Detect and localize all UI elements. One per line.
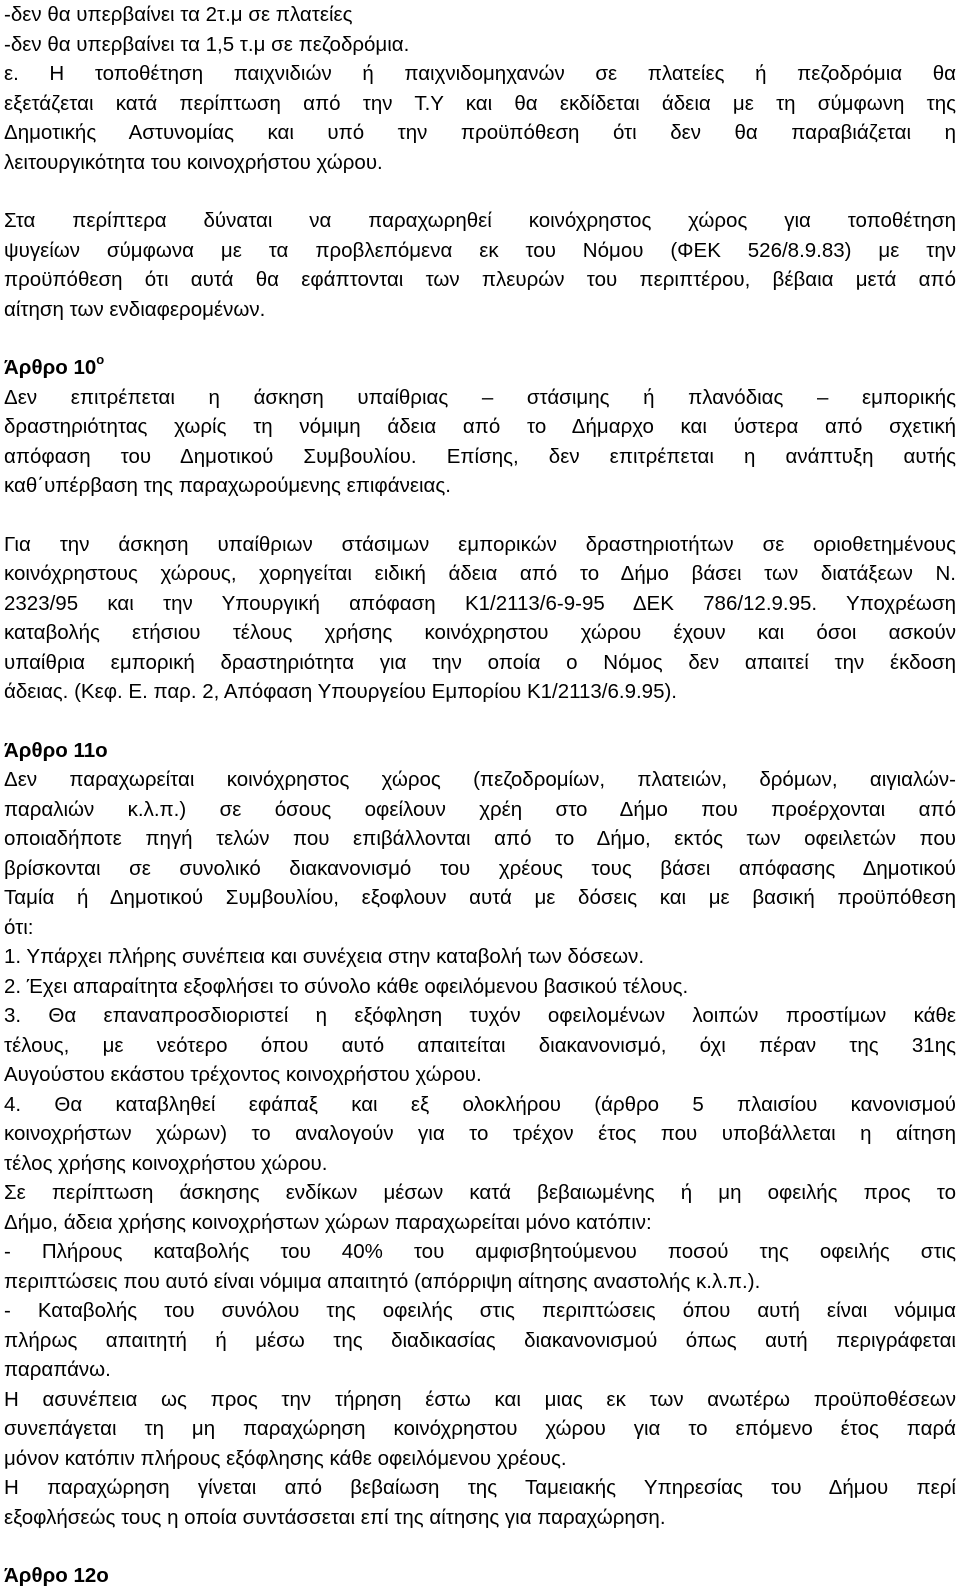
text-line: 2323/95 και την Υπουργική απόφαση Κ1/2113/6-9-95 ΔΕΚ 786/12.9.95. Υποχρέωση [4, 591, 956, 615]
text-line: υπαίθρια εμπορική δραστηριότητα για την οποία ο Νόμος δεν απαιτεί την έκδοση [4, 650, 956, 674]
text-line: -δεν θα υπερβαίνει τα 1,5 τ.μ σε πεζοδρόμια. [4, 32, 410, 56]
text-line: εξοφλήσεώς τους η οποία συντάσσεται επί της αίτησης για παραχώρηση. [4, 1505, 666, 1529]
text-line: άδειας. (Κεφ. Ε. παρ. 2, Απόφαση Υπουργείου Εμπορίου Κ1/2113/6.9.95). [4, 680, 678, 703]
article-10-heading-text: Άρθρο 10 [4, 356, 97, 379]
text-line: απόφαση του Δημοτικού Συμβουλίου. Επίσης, δεν επιτρέπεται η ανάπτυξη αυτής [4, 444, 956, 468]
text-line: συνεπάγεται τη μη παραχώρηση κοινόχρηστου χώρου για το επόμενο έτος παρά [4, 1417, 956, 1440]
list-item-2 [4, 972, 956, 1002]
text-line: 2. Έχει απαραίτητα εξοφλήσει το σύνολο κάθε οφειλόμενου βασικού τέλους. [4, 974, 689, 998]
text-line: Σε περίπτωση άσκησης ενδίκων μέσων κατά βεβαιωμένης ή μη οφειλής προς το [4, 1181, 956, 1204]
text-line: οποιαδήποτε πηγή τελών που επιβάλλονται από το Δήμο, εκτός των οφειλετών που [4, 827, 956, 850]
list-item-1 [4, 942, 956, 972]
text-line: Δήμο, άδεια χρήσης κοινοχρήστων χώρων παραχωρείται μόνο κατόπιν: [4, 1210, 652, 1234]
article-11-paragraph [4, 765, 956, 942]
text-line: βρίσκονται σε συνολικό διακανονισμό του χρέους τους βάσει απόφασης Δημοτικού [4, 856, 956, 880]
text-line: λειτουργικότητα του κοινοχρήστου χώρου. [4, 150, 383, 174]
paragraph-gap [4, 707, 956, 736]
text-line: δραστηριότητας χωρίς τη νόμιμη άδεια από το Δήμαρχο και ύστερα από σχετική [4, 415, 956, 438]
intro-block [4, 0, 956, 59]
text-line: περιπτώσεις που αυτό είναι νόμιμα απαιτητό (απόρριψη αίτησης αναστολής κ.λ.π.). [4, 1269, 761, 1293]
article-10-heading [4, 353, 956, 383]
text-line: αίτηση των ενδιαφερομένων. [4, 297, 266, 321]
text-line: τέλους, με νεότερο όπου αυτό απαιτείται διακανονισμό, όχι πέραν της 31ης [4, 1033, 956, 1057]
article-12-heading: Άρθρο 12ο [4, 1564, 109, 1587]
text-line: Για την άσκηση υπαίθριων στάσιμων εμπορικών δραστηριοτήτων σε οριοθετημένους [4, 532, 956, 556]
text-line: - Πλήρους καταβολής του 40% του αμφισβητούμενου ποσού της οφειλής στις [4, 1240, 956, 1263]
text-line: παραλιών κ.λ.π.) σε όσους οφείλουν χρέη στο Δήμο που προέρχονται από [4, 797, 956, 821]
text-line: Αυγούστου εκάστου τρέχοντος κοινοχρήστου χώρου. [4, 1063, 482, 1086]
paragraph-parachorisi [4, 1473, 956, 1532]
paragraph-gap [4, 177, 956, 206]
text-line: κοινοχρήστων χώρων) το αναλογούν για το τρέχον έτος που υποβάλλεται η αίτηση [4, 1122, 956, 1145]
text-line: 3. Θα επαναπροσδιοριστεί η εξόφληση τυχόν οφειλομένων λοιπών προστίμων κάθε [4, 1004, 956, 1027]
text-line: κοινόχρηστους χώρους, χορηγείται ειδική άδεια από το Δήμο βάσει των διατάξεων Ν. [4, 562, 956, 585]
article-10-paragraph-1 [4, 383, 956, 501]
text-line: μόνον κατόπιν πλήρους εξόφλησης κάθε οφειλόμενου χρέους. [4, 1446, 567, 1470]
text-line: -δεν θα υπερβαίνει τα 2τ.μ σε πλατείες [4, 3, 353, 26]
dash-item-1 [4, 1237, 956, 1296]
text-line: ότι: [4, 915, 34, 939]
text-line: ψυγείων σύμφωνα με τα προβλεπόμενα εκ του Νόμου (ΦΕΚ 526/8.9.83) με την [4, 238, 956, 262]
paragraph-endikon [4, 1178, 956, 1237]
paragraph-gap [4, 1532, 956, 1561]
text-line: Ταμία ή Δημοτικού Συμβουλίου, εξοφλουν αυτά με δόσεις και με βασική προϋπόθεση [4, 886, 956, 909]
paragraph-gap [4, 501, 956, 530]
text-line: πλήρως απαιτητή ή μέσω της διαδικασίας διακανονισμού όπως αυτή περιγράφεται [4, 1328, 956, 1352]
text-line: - Καταβολής του συνόλου της οφειλής στις περιπτώσεις όπου αυτή είναι νόμιμα [4, 1299, 956, 1322]
paragraph-asynepeia [4, 1385, 956, 1474]
text-line: 4. Θα καταβληθεί εφάπαξ και εξ ολοκλήρου (άρθρο 5 πλαισίου κανονισμού [4, 1092, 956, 1116]
paragraph-gap [4, 324, 956, 353]
list-item-3 [4, 1001, 956, 1090]
list-item-4 [4, 1090, 956, 1179]
text-line: Η παραχώρηση γίνεται από βεβαίωση της Ταμειακής Υπηρεσίας του Δήμου περί [4, 1476, 956, 1499]
text-line: Στα περίπτερα δύναται να παραχωρηθεί κοινόχρηστος χώρος για τοποθέτηση [4, 209, 956, 232]
text-line: Δημοτικής Αστυνομίας και υπό την προϋπόθεση ότι δεν θα παραβιάζεται η [4, 121, 956, 144]
text-line: παραπάνω. [4, 1358, 111, 1381]
article-11-heading: Άρθρο 11ο [4, 738, 108, 762]
text-line: Η ασυνέπεια ως προς την τήρηση έστω και μιας εκ των ανωτέρω προϋποθέσεων [4, 1387, 956, 1411]
text-line: Δεν επιτρέπεται η άσκηση υπαίθριας – στάσιμης ή πλανόδιας – εμπορικής [4, 385, 956, 409]
text-line: καταβολής ετήσιου τέλους χρήσης κοινόχρηστου χώρου έχουν και όσοι ασκούν [4, 621, 956, 644]
text-line: εξετάζεται κατά περίπτωση από την Τ.Υ και θα εκδίδεται άδεια με τη σύμφωνη της [4, 91, 956, 115]
dash-item-2 [4, 1296, 956, 1385]
paragraph-e [4, 59, 956, 177]
article-10-heading-sup: ο [96, 352, 105, 368]
text-line: προϋπόθεση ότι αυτά θα εφάπτονται των πλευρών του περιπτέρου, βέβαια μετά από [4, 268, 956, 291]
article-10-paragraph-2 [4, 530, 956, 707]
text-line: καθ΄υπέρβαση της παραχωρούμενης επιφάνειας. [4, 474, 451, 497]
paragraph-periptera [4, 206, 956, 324]
text-line: ε. Η τοποθέτηση παιχνιδιών ή παιχνιδομηχανών σε πλατείες ή πεζοδρόμια θα [4, 62, 956, 85]
text-line: Δεν παραχωρείται κοινόχρηστος χώρος (πεζοδρομίων, πλατειών, δρόμων, αιγιαλών- [4, 768, 956, 791]
text-line: τέλος χρήσης κοινοχρήστου χώρου. [4, 1151, 328, 1175]
text-line: 1. Υπάρχει πλήρης συνέπεια και συνέχεια στην καταβολή των δόσεων. [4, 945, 645, 968]
